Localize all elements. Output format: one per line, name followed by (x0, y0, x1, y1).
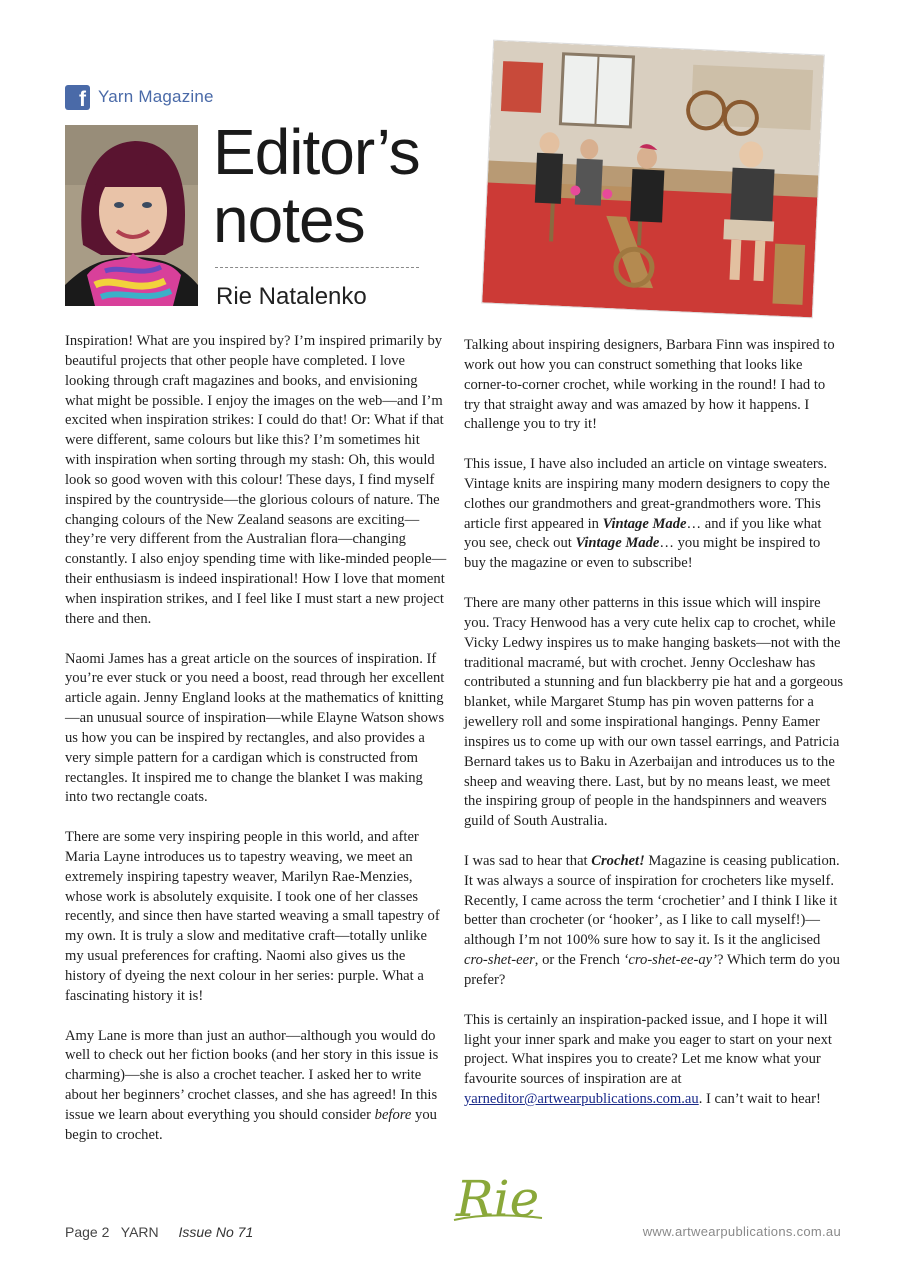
email-link[interactable]: yarneditor@artwearpublications.com.au (464, 1091, 699, 1108)
signature-text: Rie (456, 1170, 540, 1228)
facebook-badge[interactable] (65, 84, 214, 110)
text-run: … and if you like what you see, check out (464, 515, 822, 552)
paragraph: Talking about inspiring designers, Barbara Finn was inspired to work out how you can construct something that looks like corner-to-corner crochet, while working in the round! I had to try that straight away and was amazed by how it happens. I challenge you to try it! (464, 337, 835, 433)
left-column (65, 332, 447, 1165)
text-run: … you might be inspired to buy the magazine or even to subscribe! (464, 535, 821, 572)
paragraph (464, 852, 844, 991)
author-name: Rie Natalenko (216, 283, 367, 310)
footer-page-info (65, 1224, 253, 1240)
magazine-name: Crochet! (591, 852, 645, 869)
workshop-photo (482, 41, 824, 318)
magazine-title: YARN (120, 1224, 159, 1240)
page-number: Page 2 (65, 1224, 110, 1240)
magazine-name: Vintage Made (602, 515, 687, 532)
facebook-label: Yarn Magazine (98, 87, 214, 106)
text-run: ? Which term do you prefer? (464, 952, 840, 988)
footer-website[interactable]: www.artwearpublications.com.au (642, 1224, 841, 1239)
emphasis: ‘cro-shet-ee-ay’ (623, 952, 717, 969)
text-run: . I can’t wait to hear! (698, 1091, 821, 1108)
issue-number: Issue No 71 (178, 1224, 254, 1240)
text-run: Magazine is ceasing publication. It was always a source of inspiration for crocheters like myself. Recently, I came across the term ‘crochetier’ and I think I like it better than crocheter (or ‘hooker’, as I like to call myself!)—although I’m not 100% sure how to say it. Is it the anglicised (464, 852, 840, 949)
emphasis: cro-shet-eer (464, 952, 535, 969)
editor-portrait-illustration (65, 125, 198, 306)
paragraph (464, 455, 844, 574)
paragraph: There are some very inspiring people in this world, and after Maria Layne introduces us to tapestry weaving, we meet an extremely inspiring tapestry weaver, Marilyn Rae-Menzies, whose work is absolutely exquisite. I took one of her classes recently, and since then have started weaving a small tapestry of my own. It is truly a slow and meditative craft—totally unlike my usual preferences for crafting. Naomi also gives us the history of dyeing the next colour in her series: purple. What a fascinating history it is! (65, 829, 440, 1004)
text-run: Amy Lane is more than just an author—although you would do well to check out her fiction books (and her story in this issue is charming)—she is also a crochet teacher. I asked her to write about her beginners’ crochet classes, and she has agreed! In this issue we learn about everything you should consider (65, 1027, 439, 1123)
paragraph: Inspiration! What are you inspired by? I’m inspired primarily by beautiful projects that other people have completed. I love looking through craft magazines and books, and envisioning what might be possible. I enjoy the images on the web—and I’m excited when inspiration strikes: I could do that! Or: What if that were different, same colours but like this? I’m sometimes hit with inspiration when sorting through my stash: Oh, this would look so good woven with this colour! These days, I find myself inspired by the countryside—the glorious colours of nature. The changing colours of the New Zealand seasons are exciting—they’re very different from the Australian flora—changing constantly. I also enjoy spending time with like-minded people—their enthusiasm is indeed inspirational! How I love that moment when inspiration strikes, and I feel like I must start a new project there and then. (65, 333, 447, 627)
paragraph: Naomi James has a great article on the sources of inspiration. If you’re ever stuck or you need a boost, read through her excellent article again. Jenny England looks at the mathematics of knitting—an unusual source of inspiration—while Elayne Watson shows us how you can be inspired by rectangles, and also provides a very simple pattern for a cardigan which is constructed from rectangles. It inspired me to change the blanket I was making into two rectangle coats. (65, 650, 445, 806)
signature (450, 1168, 580, 1228)
title-divider (215, 267, 419, 268)
magazine-name: Vintage Made (575, 535, 660, 552)
facebook-icon: f (65, 85, 90, 110)
paragraph (65, 1027, 447, 1146)
workshop-photo-illustration (482, 41, 824, 318)
emphasis: before (374, 1106, 412, 1123)
paragraph (464, 1011, 844, 1110)
editor-portrait (65, 125, 198, 306)
text-run: I was sad to hear that (464, 852, 592, 869)
text-run: , or the French (534, 952, 624, 969)
text-run: This is certainly an inspiration-packed issue, and I hope it will light your inner spark and make you eager to start on your next project. What inspires you to create? Let me know what your favourite sources of inspiration are at (464, 1011, 832, 1088)
text-run: you begin to crochet. (65, 1106, 437, 1143)
paragraph: There are many other patterns in this issue which will inspire you. Tracy Henwood has a very cute helix cap to crochet, while Vicky Ledwy inspires us to make hanging baskets—not with the traditional macramé, but with crochet. Jenny Occleshaw has contributed a stunning and fun blackberry pie hat and a gorgeous blanket, while Margaret Stump has pin woven patterns for a jewellery roll and some inspirational hangings. Penny Eamer inspires us to come up with our own tassel earrings, and Patricia Bernard takes us to Baku in Azerbaijan and introduces us to the sheep and weaving there. Last, but by no means least, we meet the inspiring group of people in the handspinners and weavers guild of South Australia. (464, 594, 844, 830)
page-title: Editor’s notes (213, 116, 420, 256)
text-run: This issue, I have also included an article on vintage sweaters. Vintage knits are inspiring many modern designers to copy the clothes our grandmothers and great-grandmothers wore. This article first appeared in (464, 456, 830, 532)
right-column (464, 336, 844, 1130)
